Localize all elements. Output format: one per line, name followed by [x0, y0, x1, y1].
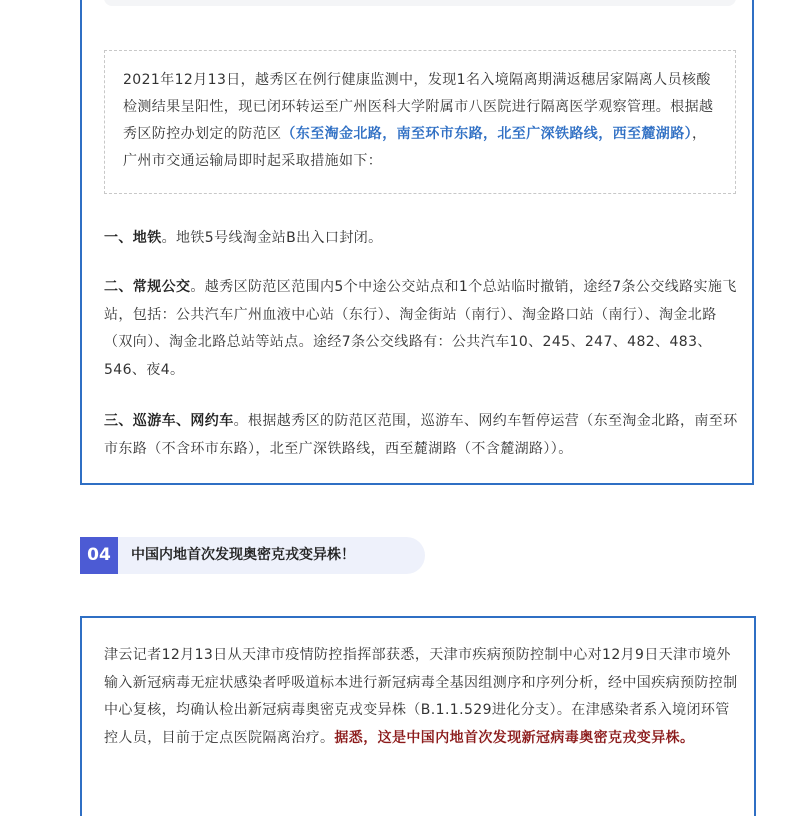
tianjin-text: 津云记者12月13日从天津市疫情防控指挥部获悉，天津市疾病预防控制中心对12月9日天津市境外输入新冠病毒无症状感染者呼吸道标本进行新冠病毒全基因组测序和序列分析，经中国疾病预防控制中心复核，均确认检出新冠病毒奥密克戎变异株（B.1.1.529进化分支）。在津感染者系入境闭环管控人员，目前于定点医院隔离治疗。 — [104, 647, 738, 746]
item-bus-label: 二、常规公交 — [104, 279, 191, 295]
section-number: 04 — [80, 537, 118, 574]
item-metro-text: 。地铁5号线淘金站B出入口封闭。 — [161, 230, 383, 246]
tianjin-highlight: 据悉，这是中国内地首次发现新冠病毒奥密克戎变异株。 — [334, 729, 695, 746]
item-taxi-label: 三、巡游车、网约车 — [104, 413, 234, 429]
section-header-04 — [80, 537, 425, 574]
section-title: 中国内地首次发现奥密克戎变异株！ — [131, 547, 355, 563]
tianjin-paragraph — [104, 642, 738, 752]
item-taxi — [104, 408, 738, 463]
article-card-tianjin — [80, 616, 756, 816]
intro-box — [104, 50, 736, 194]
item-bus — [104, 274, 738, 384]
top-rounded-bar — [104, 0, 736, 6]
intro-tail: ，广州市交通运输局即时起采取措施如下： — [123, 126, 707, 169]
intro-highlight: （东至淘金北路，南至环市东路，北至广深铁路线，西至麓湖路） — [281, 126, 693, 142]
item-metro-label: 一、地铁 — [104, 230, 162, 246]
article-card-guangzhou — [80, 0, 754, 485]
intro-lead: 2021年12月13日，越秀区在例行健康监测中，发现1名入境隔离期满返穗居家隔离人员核酸检测结果呈阳性，现已闭环转运至广州医科大学附属市八医院进行隔离医学观察管理。根据越秀区防控办划定的防范区 — [123, 72, 714, 142]
item-bus-text: 。越秀区防范区范围内5个中途公交站点和1个总站临时撤销，途经7条公交线路实施飞站，包括：公共汽车广州血液中心站（东行）、淘金街站（南行）、淘金路口站（南行）、淘金北路（双向）、淘金北路总站等站点。途经7条公交线路有：公共汽车10、245、247、482、483、546、夜4。 — [104, 279, 737, 378]
item-taxi-text: 。根据越秀区的防范区范围，巡游车、网约车暂停运营（东至淘金北路，南至环市东路（不含环市东路），北至广深铁路线，西至麓湖路（不含麓湖路））。 — [104, 413, 738, 457]
item-metro — [104, 225, 738, 253]
